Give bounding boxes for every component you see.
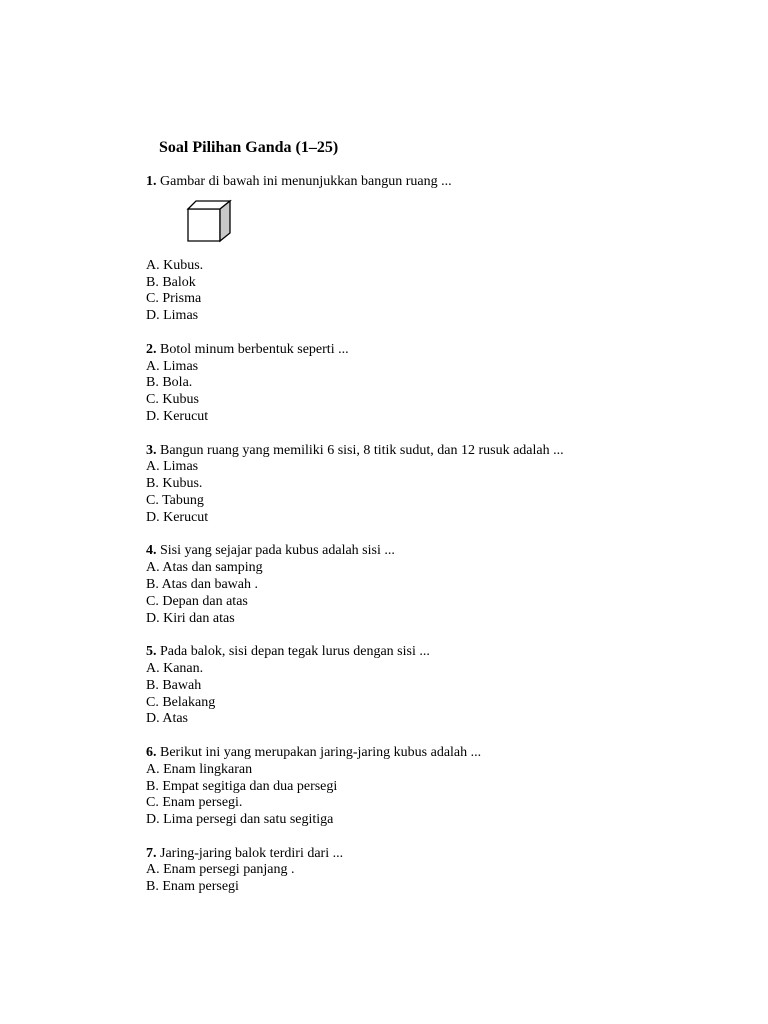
question-number: 5.	[146, 644, 157, 660]
question-text: Gambar di bawah ini menunjukkan bangun ruang ...	[160, 174, 452, 189]
options-list	[146, 762, 706, 829]
option-c[interactable]: C. Belakang	[146, 694, 216, 710]
option-a[interactable]: A. Atas dan samping	[146, 560, 263, 576]
option-b[interactable]: B. Kubus.	[146, 476, 203, 492]
question-number: 2.	[146, 341, 157, 357]
question-4	[146, 543, 706, 627]
cube-front-face	[188, 209, 220, 241]
cube-side-face	[220, 201, 230, 241]
option-c[interactable]: C. Prisma	[146, 291, 202, 307]
options-list	[146, 862, 706, 896]
option-d[interactable]: D. Limas	[146, 308, 199, 324]
cube-icon	[186, 199, 234, 245]
question-number: 1.	[146, 174, 157, 189]
question-text: Sisi yang sejajar pada kubus adalah sisi ...	[160, 543, 395, 559]
option-c[interactable]: C. Enam persegi.	[146, 795, 243, 811]
question-figure	[146, 191, 706, 258]
question-text-line	[146, 745, 706, 762]
question-1	[146, 174, 706, 325]
question-text-line	[146, 342, 706, 359]
option-b[interactable]: B. Enam persegi	[146, 879, 239, 895]
question-text-line	[146, 543, 706, 560]
question-text: Botol minum berbentuk seperti ...	[160, 341, 349, 357]
option-a[interactable]: A. Enam lingkaran	[146, 761, 253, 777]
question-list	[146, 174, 706, 913]
option-c[interactable]: C. Tabung	[146, 492, 204, 508]
question-6	[146, 745, 706, 829]
option-b[interactable]: B. Atas dan bawah .	[146, 576, 258, 592]
question-text-line	[146, 644, 706, 661]
question-text-line	[146, 443, 706, 460]
option-b[interactable]: B. Balok	[146, 274, 196, 290]
option-a[interactable]: A. Kanan.	[146, 660, 204, 676]
option-a[interactable]: A. Kubus.	[146, 257, 204, 273]
question-text-line	[146, 846, 706, 863]
option-b[interactable]: B. Empat segitiga dan dua persegi	[146, 778, 338, 794]
option-b[interactable]: B. Bawah	[146, 677, 202, 693]
question-5	[146, 644, 706, 728]
options-list	[146, 359, 706, 426]
option-b[interactable]: B. Bola.	[146, 375, 193, 391]
question-7	[146, 846, 706, 896]
option-c[interactable]: C. Kubus	[146, 392, 199, 408]
options-list	[146, 459, 706, 526]
question-number: 3.	[146, 442, 157, 458]
option-d[interactable]: D. Kiri dan atas	[146, 610, 235, 626]
question-text: Pada balok, sisi depan tegak lurus dengan sisi ...	[160, 644, 430, 660]
question-text-line	[146, 174, 706, 191]
question-text: Berikut ini yang merupakan jaring-jaring kubus adalah ...	[160, 744, 482, 760]
options-list	[146, 258, 706, 325]
option-a[interactable]: A. Limas	[146, 459, 199, 475]
option-d[interactable]: D. Kerucut	[146, 408, 209, 424]
question-text: Jaring-jaring balok terdiri dari ...	[160, 845, 344, 861]
option-a[interactable]: A. Enam persegi panjang .	[146, 862, 295, 878]
option-d[interactable]: D. Atas	[146, 711, 188, 727]
question-number: 7.	[146, 845, 157, 861]
question-number: 4.	[146, 543, 157, 559]
option-a[interactable]: A. Limas	[146, 358, 199, 374]
page-title: Soal Pilihan Ganda (1–25)	[159, 139, 339, 156]
question-3	[146, 443, 706, 527]
question-2	[146, 342, 706, 426]
question-text: Bangun ruang yang memiliki 6 sisi, 8 titik sudut, dan 12 rusuk adalah ...	[160, 442, 564, 458]
options-list	[146, 661, 706, 728]
question-number: 6.	[146, 744, 157, 760]
option-c[interactable]: C. Depan dan atas	[146, 593, 248, 609]
option-d[interactable]: D. Kerucut	[146, 509, 209, 525]
option-d[interactable]: D. Lima persegi dan satu segitiga	[146, 812, 334, 828]
options-list	[146, 560, 706, 627]
